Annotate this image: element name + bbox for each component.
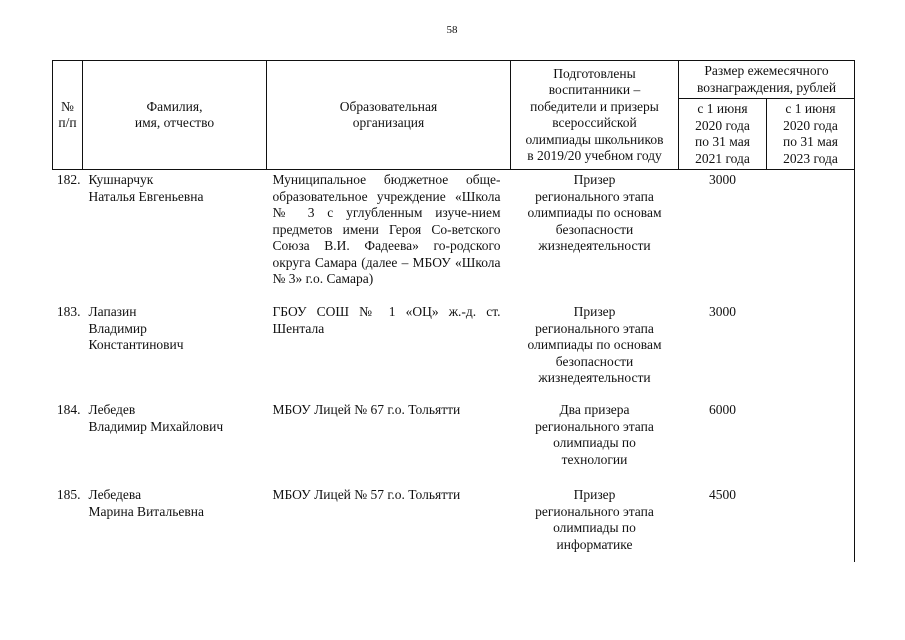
header-achv-line: воспитанники – (548, 82, 641, 97)
achievement-line: безопасности (555, 353, 634, 369)
achievement-line: олимпиады по (553, 520, 636, 535)
header-achv-line: в 2019/20 учебном году (527, 148, 662, 163)
achievement-line: информатике (556, 536, 633, 552)
table-body (53, 170, 855, 563)
name-line: Лебедев (88, 402, 136, 417)
header-period-line: 2020 года (783, 117, 838, 133)
row-achievement (511, 487, 679, 562)
row-organization: МБОУ Лицей № 57 г.о. Тольятти (272, 487, 461, 502)
achievement-line: регионального этапа (535, 188, 654, 204)
header-award-line: вознаграждения, рублей (696, 79, 837, 95)
header-period-line: по 31 мая (695, 134, 750, 149)
row-achievement (511, 170, 679, 305)
header-period-line: 2020 года (695, 117, 750, 133)
row-amount-2021: 6000 (709, 402, 736, 417)
row-organization: Муниципальное бюджетное обще-образовательное учреждение «Школа № 3 с углубленным изуче-нием предметов имени Героя Со-ветского Союза В.И. Фадеева» го-родского округа Самара (далее – МБОУ «Школа № 3» г.о. Самара) (267, 170, 511, 305)
row-number: 183. (56, 304, 81, 319)
header-number-line: п/п (58, 115, 77, 130)
achievement-line: безопасности (555, 221, 634, 237)
achievement-line: Призер (573, 487, 616, 502)
row-number: 182. (53, 170, 83, 305)
row-amount-2023 (767, 170, 855, 305)
achievement-line: регионального этапа (535, 503, 654, 519)
row-amount-2023 (767, 487, 855, 562)
achievement-line: регионального этапа (535, 418, 654, 434)
header-achv-line: олимпиады школьников (525, 131, 664, 147)
name-line: Кушнарчук (88, 172, 154, 187)
row-name (83, 170, 267, 305)
header-organization (267, 61, 511, 170)
header-period-2021 (679, 99, 767, 170)
row-amount-2021: 4500 (709, 487, 736, 502)
header-number-line: № (61, 98, 74, 114)
name-line: Марина Витальевна (88, 503, 204, 519)
achievement-line: жизнедеятельности (538, 238, 651, 253)
name-line: Владимир Михайлович (88, 418, 224, 434)
achievement-line: Два призера (559, 402, 630, 417)
row-amount-2023 (767, 304, 855, 402)
name-line: Лебедева (88, 487, 142, 502)
header-period-line: 2021 года (695, 150, 750, 166)
table-row (53, 170, 855, 305)
header-period-2023 (767, 99, 855, 170)
award-table (52, 60, 855, 562)
achievement-line: олимпиады по (553, 435, 636, 450)
header-award-line: Размер ежемесячного (704, 63, 829, 78)
header-period-line: 2023 года (783, 150, 838, 166)
row-achievement (511, 402, 679, 487)
achievement-line: регионального этапа (535, 320, 654, 336)
header-achv-line: победители и призеры (530, 98, 659, 114)
table-row (53, 402, 855, 487)
header-org-line: Образовательная (339, 98, 438, 114)
header-achv-line: всероссийской (552, 115, 637, 130)
row-number: 184. (56, 402, 81, 417)
name-line: Константинович (88, 337, 184, 352)
name-line: Владимир (88, 320, 147, 336)
header-org-line: организация (352, 115, 425, 130)
row-achievement (511, 304, 679, 402)
header-achv-line: Подготовлены (553, 65, 636, 81)
achievement-line: Призер (573, 304, 616, 319)
achievement-line: технологии (561, 451, 628, 467)
achievement-line: жизнедеятельности (538, 370, 651, 385)
row-name (83, 304, 267, 402)
row-amount-2021: 3000 (709, 304, 736, 319)
header-award-group (679, 61, 855, 99)
row-organization: ГБОУ СОШ № 1 «ОЦ» ж.-д. ст. Шентала (272, 304, 501, 336)
header-name-line: Фамилия, (146, 98, 203, 114)
name-line: Наталья Евгеньевна (88, 188, 204, 204)
achievement-line: олимпиады по основам (527, 205, 662, 220)
header-achievement (511, 61, 679, 170)
row-organization: МБОУ Лицей № 67 г.о. Тольятти (272, 402, 461, 417)
row-number: 185. (56, 487, 81, 502)
header-number (53, 61, 83, 170)
achievement-line: Призер (573, 172, 616, 187)
header-period-line: с 1 июня (697, 101, 748, 116)
page-number: 58 (446, 24, 458, 36)
header-name-line: имя, отчество (134, 115, 215, 130)
table-row (53, 304, 855, 402)
header-period-line: с 1 июня (785, 101, 836, 116)
achievement-line: олимпиады по основам (527, 337, 662, 352)
header-period-line: по 31 мая (783, 134, 838, 149)
header-name (83, 61, 267, 170)
table-row (53, 487, 855, 562)
name-line: Лапазин (88, 304, 137, 319)
row-name (83, 487, 267, 562)
row-name (83, 402, 267, 487)
row-amount-2023 (767, 402, 855, 487)
table-header (53, 61, 855, 170)
row-amount-2021: 3000 (679, 170, 767, 305)
